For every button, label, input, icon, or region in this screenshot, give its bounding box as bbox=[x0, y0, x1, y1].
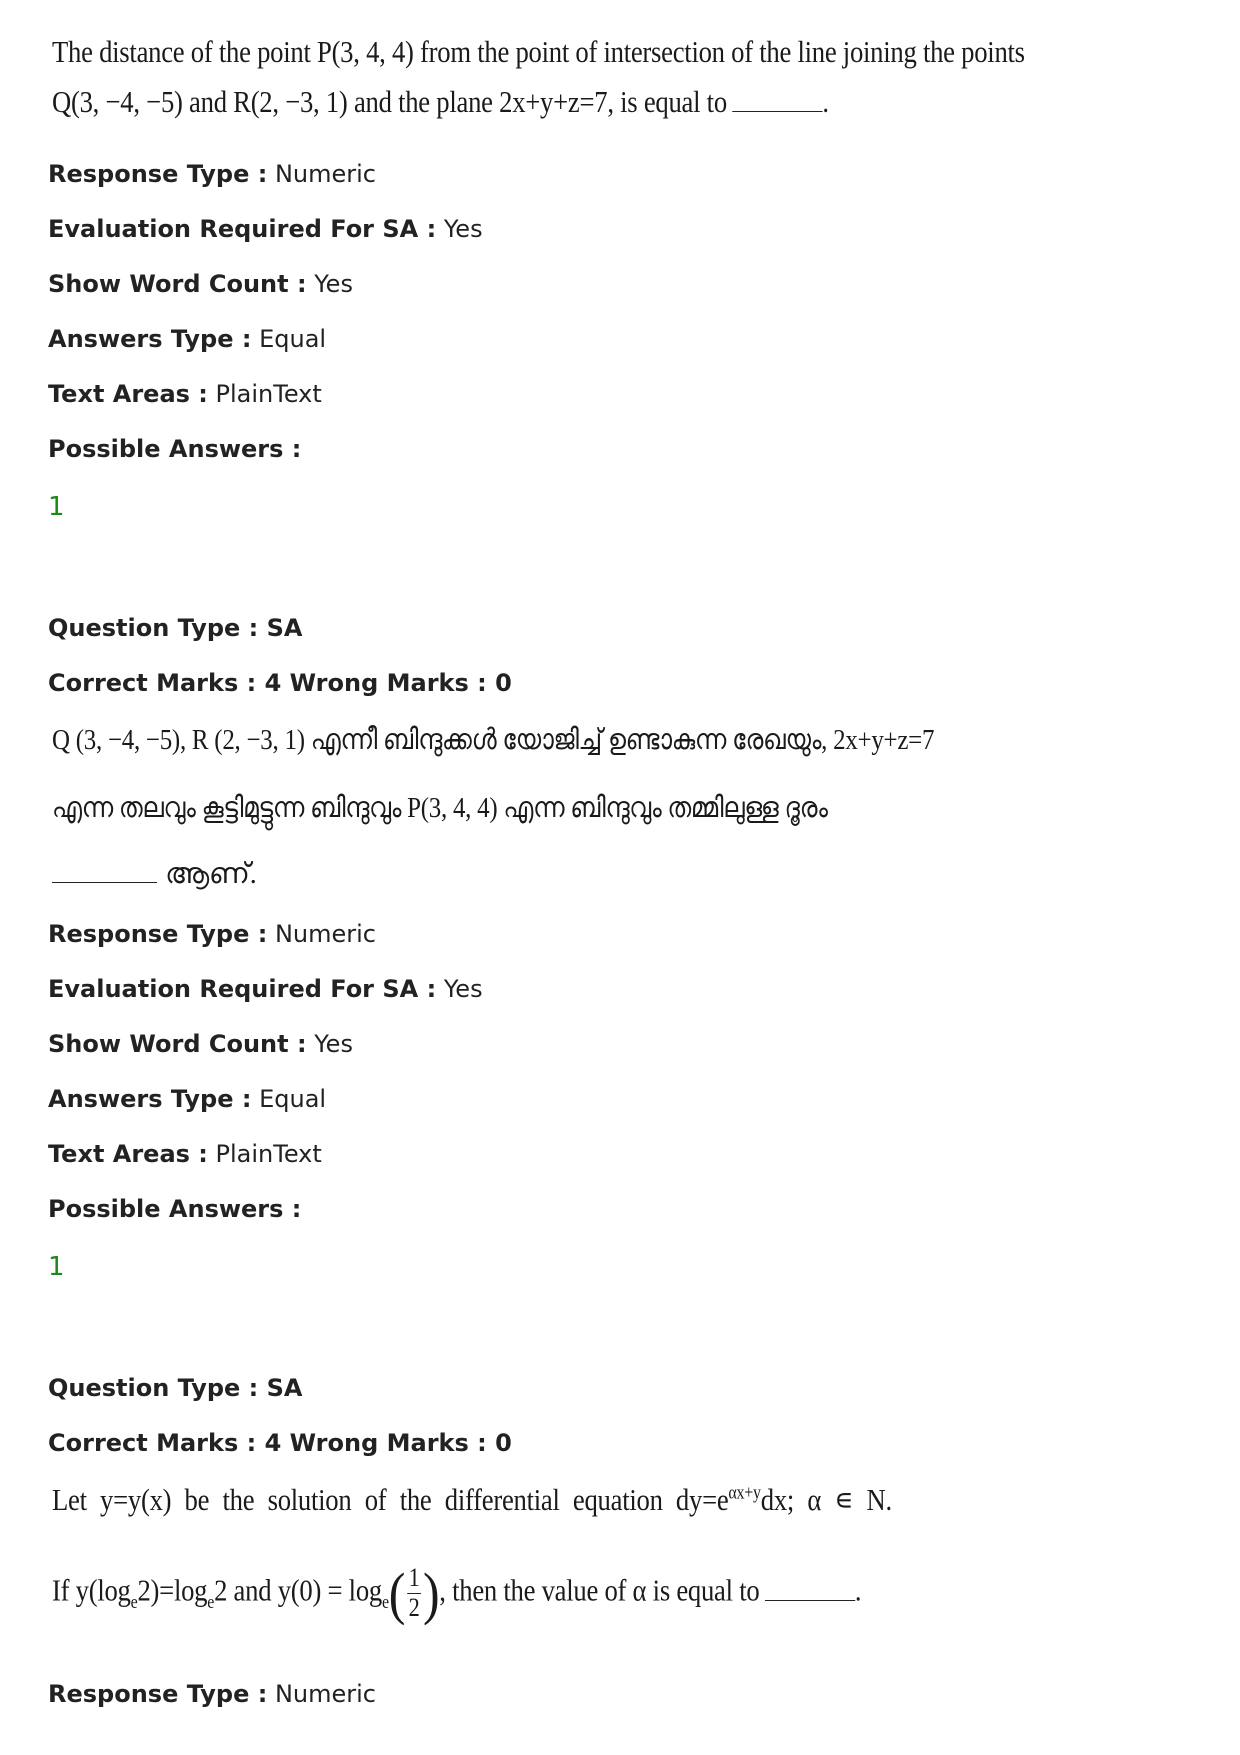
question-2-line-3 bbox=[52, 858, 257, 891]
evaluation-row bbox=[48, 215, 483, 243]
question-3-text-line-2d: , then the value of α is equal to bbox=[439, 1572, 760, 1608]
text-areas-key: Text Areas : bbox=[48, 380, 208, 408]
response-type-row bbox=[48, 920, 376, 948]
possible-answer-value: 1 bbox=[48, 1252, 65, 1282]
question-3-text-line-1a: Let y=y(x) be the solution of the differential equation dy=e bbox=[52, 1482, 729, 1517]
fraction-numerator: 1 bbox=[408, 1563, 420, 1593]
question-1-text-line-1: The distance of the point P(3, 4, 4) from the point of intersection of the line joining the points bbox=[52, 34, 1025, 69]
question-3-text-line-1b: dx; α ∊ N. bbox=[760, 1482, 892, 1517]
question-2-line-2 bbox=[52, 792, 828, 825]
response-type-value: Numeric bbox=[274, 920, 376, 948]
text-areas-value: PlainText bbox=[215, 1140, 322, 1168]
question-3-line-1 bbox=[52, 1482, 892, 1518]
question-3-line-2 bbox=[52, 1560, 861, 1627]
marks: Correct Marks : 4 Wrong Marks : 0 bbox=[48, 669, 512, 697]
word-count-value: Yes bbox=[314, 270, 353, 298]
answers-type-key: Answers Type : bbox=[48, 1085, 252, 1113]
question-3-end: . bbox=[854, 1572, 862, 1608]
question-1-end: . bbox=[822, 84, 829, 119]
question-2-text-line-1: Q (3, −4, −5), R (2, −3, 1) എന്നീ ബിന്ദുക്കൾ യോജിച്ച് ഉണ്ടാകുന്ന രേഖയും, 2x+y+z=7 bbox=[52, 724, 935, 756]
word-count-key: Show Word Count : bbox=[48, 1030, 307, 1058]
word-count-row bbox=[48, 1030, 353, 1058]
question-type-row bbox=[48, 1374, 302, 1402]
answers-type-key: Answers Type : bbox=[48, 325, 252, 353]
response-type-row bbox=[48, 160, 376, 188]
question-type: Question Type : SA bbox=[48, 614, 303, 642]
question-1-line-2 bbox=[52, 84, 829, 120]
text-areas-value: PlainText bbox=[215, 380, 322, 408]
fraction-denominator: 2 bbox=[408, 1593, 420, 1622]
response-type-row bbox=[48, 1680, 376, 1708]
question-3-text-line-2c: 2 and y(0) = log bbox=[214, 1572, 382, 1608]
word-count-value: Yes bbox=[314, 1030, 353, 1058]
answer-blank bbox=[765, 1599, 855, 1601]
possible-answer-value: 1 bbox=[48, 492, 65, 522]
question-3-text-line-2b: 2)=log bbox=[137, 1572, 208, 1608]
log-base: e bbox=[207, 1591, 215, 1613]
possible-answers-key: Possible Answers : bbox=[48, 435, 302, 463]
fraction bbox=[407, 1564, 421, 1622]
possible-answers-key: Possible Answers : bbox=[48, 1195, 302, 1223]
question-2-line-1 bbox=[52, 724, 934, 757]
log-base: e bbox=[381, 1591, 389, 1613]
question-2-text-line-3: ആണ്. bbox=[165, 858, 257, 890]
marks-row bbox=[48, 669, 512, 697]
left-paren-icon: ( bbox=[388, 1561, 406, 1626]
question-1-text-line-2: Q(3, −4, −5) and R(2, −3, 1) and the plane 2x+y+z=7, is equal to bbox=[52, 84, 727, 119]
exponent: αx+y bbox=[728, 1482, 761, 1504]
word-count-row bbox=[48, 270, 353, 298]
question-2-text-line-2: എന്ന തലവും കൂട്ടിമുട്ടുന്ന ബിന്ദുവും P(3, 4, 4) എന്ന ബിന്ദുവും തമ്മിലുള്ള ദൂരം bbox=[52, 792, 828, 824]
answers-type-value: Equal bbox=[259, 325, 327, 353]
answers-type-value: Equal bbox=[259, 1085, 327, 1113]
question-type: Question Type : SA bbox=[48, 1374, 303, 1402]
possible-answers-row bbox=[48, 1195, 301, 1223]
evaluation-key: Evaluation Required For SA : bbox=[48, 215, 437, 243]
marks-row bbox=[48, 1429, 512, 1457]
possible-answers-row bbox=[48, 435, 301, 463]
evaluation-value: Yes bbox=[443, 215, 483, 243]
evaluation-value: Yes bbox=[443, 975, 483, 1003]
text-areas-key: Text Areas : bbox=[48, 1140, 208, 1168]
question-type-row bbox=[48, 614, 302, 642]
question-1-line-1 bbox=[52, 34, 1025, 70]
question-3-text-line-2a: If y(log bbox=[52, 1572, 131, 1608]
evaluation-row bbox=[48, 975, 483, 1003]
response-type-value: Numeric bbox=[274, 160, 376, 188]
evaluation-key: Evaluation Required For SA : bbox=[48, 975, 437, 1003]
log-base: e bbox=[130, 1591, 138, 1613]
response-type-value: Numeric bbox=[274, 1680, 376, 1708]
response-type-key: Response Type : bbox=[48, 920, 268, 948]
answer-blank bbox=[732, 110, 822, 112]
word-count-key: Show Word Count : bbox=[48, 270, 307, 298]
answer-blank bbox=[52, 881, 157, 883]
text-areas-row bbox=[48, 380, 322, 408]
answers-type-row bbox=[48, 325, 326, 353]
response-type-key: Response Type : bbox=[48, 1680, 268, 1708]
right-paren-icon: ) bbox=[422, 1561, 440, 1626]
answers-type-row bbox=[48, 1085, 326, 1113]
text-areas-row bbox=[48, 1140, 322, 1168]
marks: Correct Marks : 4 Wrong Marks : 0 bbox=[48, 1429, 512, 1457]
response-type-key: Response Type : bbox=[48, 160, 268, 188]
